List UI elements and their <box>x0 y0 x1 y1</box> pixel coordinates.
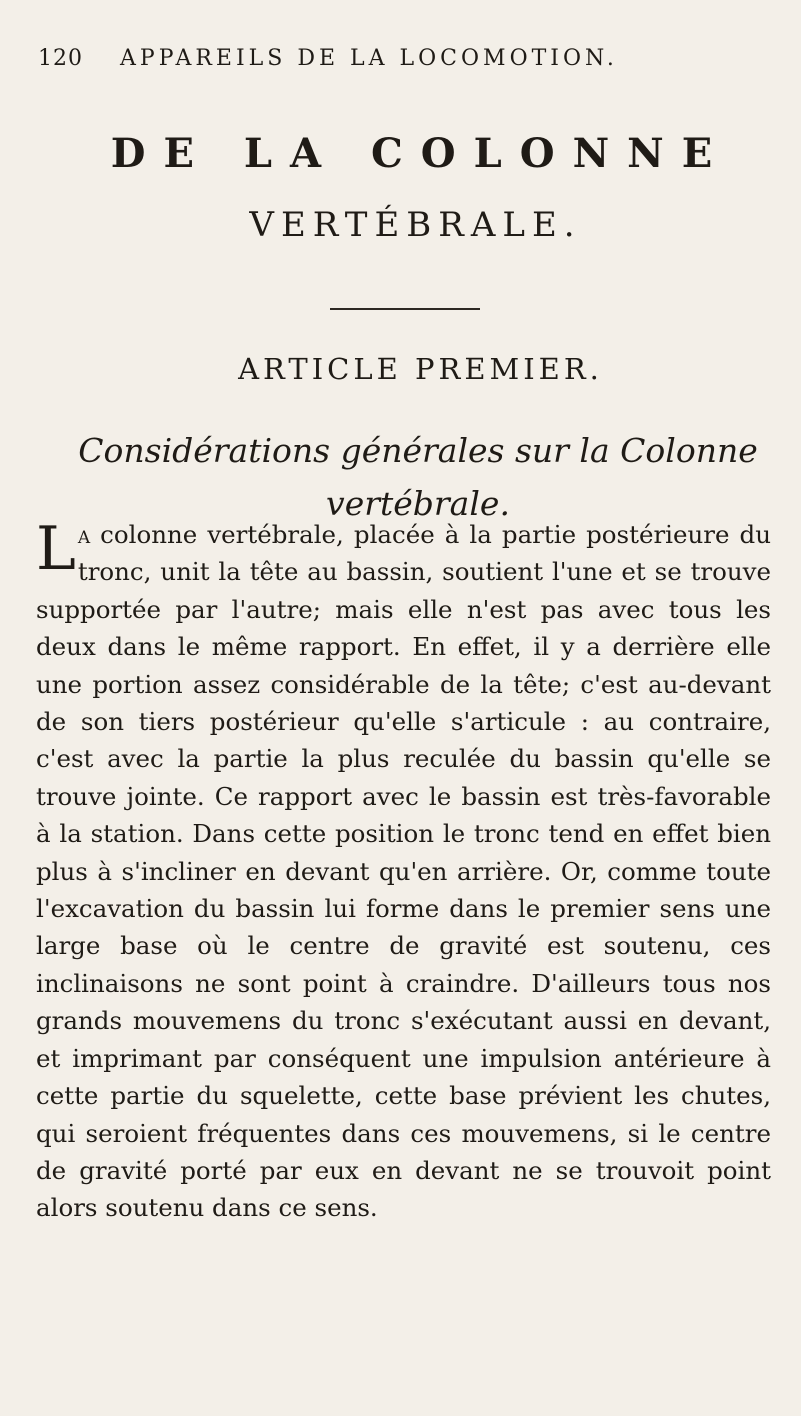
page-number: 120 <box>38 46 83 71</box>
section-title: Considérations générales sur la Colonne vertébrale. <box>78 431 758 523</box>
article-title: ARTICLE PREMIER. <box>238 352 603 386</box>
running-head <box>38 46 738 71</box>
chapter-title-line1: DE LA COLONNE <box>110 130 731 177</box>
lead-letters: a <box>77 520 91 549</box>
body-paragraph <box>36 516 771 1227</box>
drop-cap: L <box>36 514 76 584</box>
paragraph-text: colonne vertébrale, placée à la partie postérieure du tronc, unit la tête au bassin, soutient l'une et se trouve supportée par l'autre; mais elle n'est pas avec tous les deux dans le même rapport. En effet, il y a derrière elle une portion assez considérable de la tête; c'est au-devant de son tiers postérieur qu'elle s'articule : au contraire, c'est avec la partie la plus reculée du bassin qu'elle se trouve jointe. Ce rapport avec le bassin est très-favorable à la station. Dans cette position le tronc tend en effet bien plus à s'incliner en devant qu'en arrière. Or, comme toute l'excavation du bassin lui forme dans le premier sens une large base où le centre de gravité est soutenu, ces inclinaisons ne sont point à craindre. D'ailleurs tous nos grands mouvemens du tronc s'exécutant aussi en devant, et imprimant par conséquent une impulsion antérieure à cette partie du squelette, cette base prévient les chutes, qui seroient fréquentes dans ces mouvemens, si le centre de gravité porté par eux en devant ne se trouvoit point alors soutenu dans ce sens. <box>36 520 771 1223</box>
running-title: APPAREILS DE LA LOCOMOTION. <box>120 46 618 71</box>
chapter-title-line2: VERTÉBRALE. <box>249 205 582 245</box>
divider-rule <box>330 308 480 310</box>
